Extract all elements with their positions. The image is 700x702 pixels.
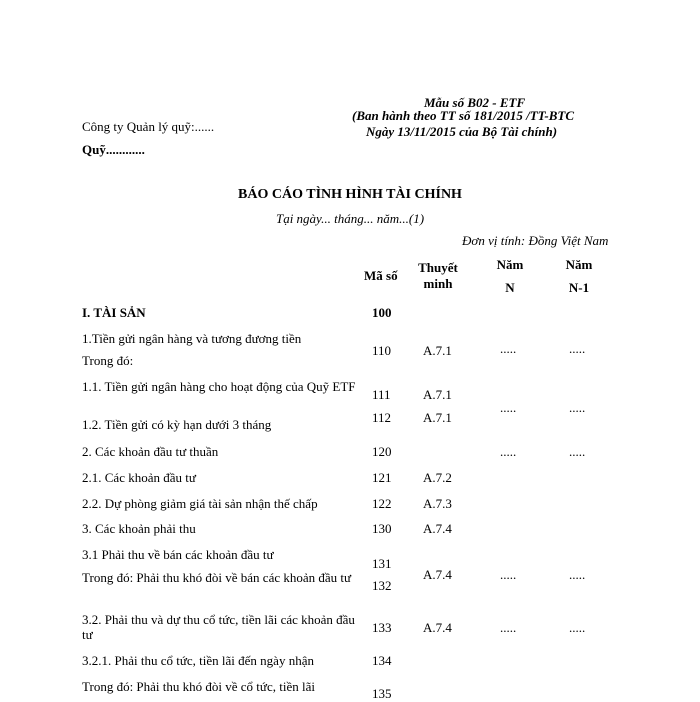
- row-code: 132: [372, 578, 392, 593]
- section-code: 100: [372, 305, 392, 320]
- row-code: 111: [372, 387, 391, 402]
- row-note: A.7.4: [423, 567, 452, 582]
- row-note: A.7.2: [423, 470, 452, 485]
- row-code: 130: [372, 521, 392, 536]
- col-header-year-n1-1: Năm: [565, 257, 593, 272]
- row-label: 3. Các khoản phải thu: [82, 521, 196, 536]
- row-label: 2.2. Dự phòng giảm giá tài sản nhận thế chấp: [82, 496, 318, 511]
- report-title: BÁO CÁO TÌNH HÌNH TÀI CHÍNH: [238, 187, 462, 202]
- col-header-year-n1-2: N-1: [568, 280, 590, 295]
- col-header-year-n-1: Năm: [496, 257, 524, 272]
- row-value-n1: .....: [569, 567, 586, 582]
- row-label: 1.Tiền gửi ngân hàng và tương đương tiền: [82, 331, 302, 346]
- row-code: 112: [372, 410, 392, 425]
- row-value-n1: .....: [569, 620, 586, 635]
- row-label: Trong đó: Phải thu khó đòi về cổ tức, tiền lãi: [82, 679, 315, 694]
- row-code: 122: [372, 496, 392, 511]
- issued-by-line-2: Ngày 13/11/2015 của Bộ Tài chính): [366, 124, 558, 139]
- row-note: A.7.3: [423, 496, 452, 511]
- row-note: A.7.1: [423, 387, 452, 402]
- company-name: Công ty Quản lý quỹ:......: [82, 119, 215, 134]
- col-header-code: Mã số: [364, 268, 398, 283]
- row-label: 2. Các khoản đầu tư thuần: [82, 444, 219, 459]
- row-note: A.7.1: [423, 343, 452, 358]
- row-note: A.7.1: [423, 410, 452, 425]
- row-value-n: .....: [500, 444, 517, 459]
- row-label: 1.2. Tiền gửi có kỳ hạn dưới 3 tháng: [82, 417, 272, 432]
- row-label: Trong đó:: [82, 353, 134, 368]
- row-label: Trong đó: Phải thu khó đòi về bán các khoản đầu tư: [82, 570, 352, 585]
- row-code: 134: [372, 653, 392, 668]
- row-label: 3.1 Phải thu về bán các khoản đầu tư: [82, 547, 274, 562]
- row-value-n1: .....: [569, 444, 586, 459]
- issued-by-line-1: (Ban hành theo TT số 181/2015 /TT-BTC: [352, 108, 574, 123]
- col-header-year-n-2: N: [505, 280, 515, 295]
- row-label: 1.1. Tiền gửi ngân hàng cho hoạt động của Quỹ ETF: [82, 379, 356, 394]
- row-code: 120: [372, 444, 392, 459]
- row-label: 2.1. Các khoản đầu tư: [82, 470, 196, 485]
- row-value-n: .....: [500, 341, 517, 356]
- col-header-note-2: minh: [423, 276, 453, 291]
- row-value-n: .....: [500, 620, 517, 635]
- row-code: 133: [372, 620, 392, 635]
- row-code: 131: [372, 556, 392, 571]
- col-header-note-1: Thuyết: [418, 260, 458, 275]
- row-value-n1: .....: [569, 341, 586, 356]
- section-title: I. TÀI SẢN: [82, 305, 146, 320]
- row-note: A.7.4: [423, 620, 452, 635]
- row-label: 3.2.1. Phải thu cổ tức, tiền lãi đến ngày nhận: [82, 653, 314, 668]
- row-value-n1: .....: [569, 400, 586, 415]
- row-code: 135: [372, 686, 392, 701]
- row-value-n: .....: [500, 567, 517, 582]
- form-number: Mẫu số B02 - ETF: [424, 95, 526, 110]
- row-code: 121: [372, 470, 392, 485]
- report-date-line: Tại ngày... tháng... năm...(1): [275, 211, 425, 226]
- fund-name: Quỹ............: [82, 142, 145, 157]
- row-label: 3.2. Phải thu và dự thu cổ tức, tiền lãi các khoản đầu tư: [82, 612, 355, 642]
- currency-unit: Đơn vị tính: Đồng Việt Nam: [462, 233, 609, 248]
- row-code: 110: [372, 343, 392, 358]
- row-value-n: .....: [500, 400, 517, 415]
- row-note: A.7.4: [423, 521, 452, 536]
